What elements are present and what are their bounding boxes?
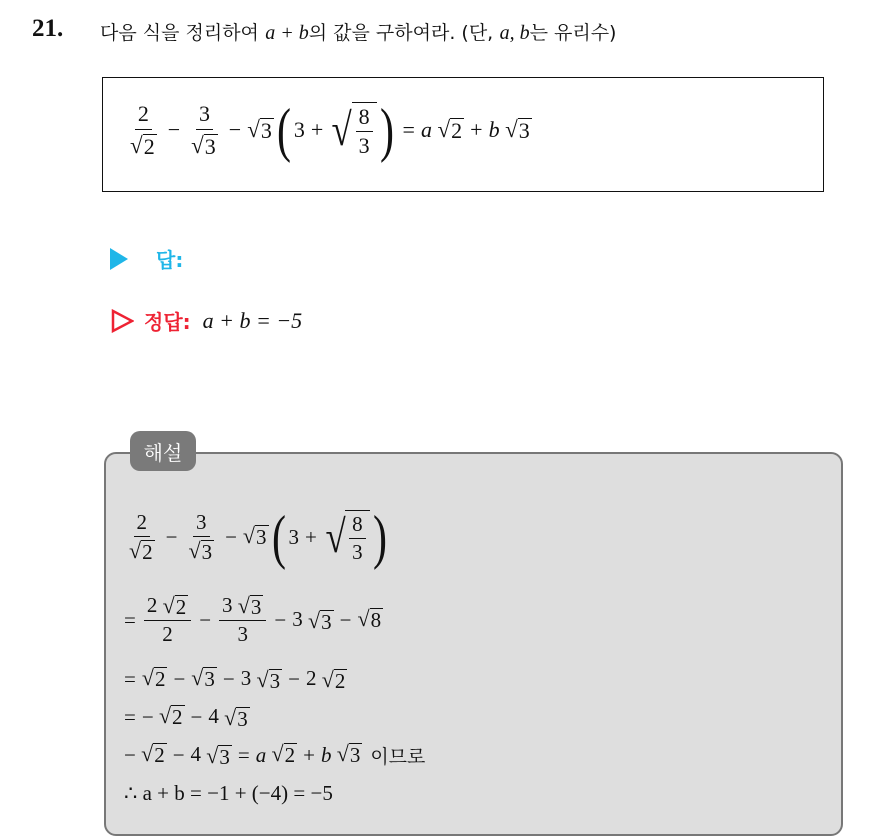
question-condition-vars: a, b [499,22,530,44]
answer-row [110,244,183,273]
question-condition-after: 는 유리수) [529,22,617,44]
solution-line-4: = − √ 2 − 4 √ 3 [124,703,248,731]
play-arrow-icon [110,248,128,270]
question-text-after: 의 값을 구하여라. (단, [308,22,494,44]
question-text [100,18,616,45]
outline-arrow-icon [110,309,134,333]
solution-line-5: − √ 2 − 4 √ 3 = a √ 2 + b √ 3 이므로 [124,741,426,769]
solution-final-line [124,774,425,812]
answer-label: 답: [156,248,184,272]
correct-answer-value: a + b = −5 [202,307,303,333]
solution-body [124,494,425,812]
problem-equation: 2 √ 2 − 3 √ 3 − √ 3 ( 3 + √ $\frac{8}{3}$ ) = a √ 2 + b √ 3 [130,97,530,163]
problem-box [102,77,824,192]
correct-answer-label: 정답: [144,310,191,334]
solution-line-1: 2 √ 2 − 3 √ 3 − √ 3 ( 3 + √ $\frac{8}{3}$ ) [129,504,387,570]
correct-answer-row [110,306,302,335]
question-expr: a + b [265,22,309,44]
question-text-before: 다음 식을 정리하여 [100,22,259,44]
solution-line-3: = √ 2 − √ 3 − 3 √ 3 − 2 √ 2 [124,665,346,693]
solution-line-2: = 2 √ 2 2 − 3 √ 3 3 − 3 √ 3 − √ 8 [124,592,382,647]
solution-final-text: ∴ a + b = −1 + (−4) = −5 [124,780,333,805]
solution-line-5-korean: 이므로 [370,745,426,768]
solution-tab: 해설 [130,431,196,471]
question-number: 21. [32,15,64,42]
